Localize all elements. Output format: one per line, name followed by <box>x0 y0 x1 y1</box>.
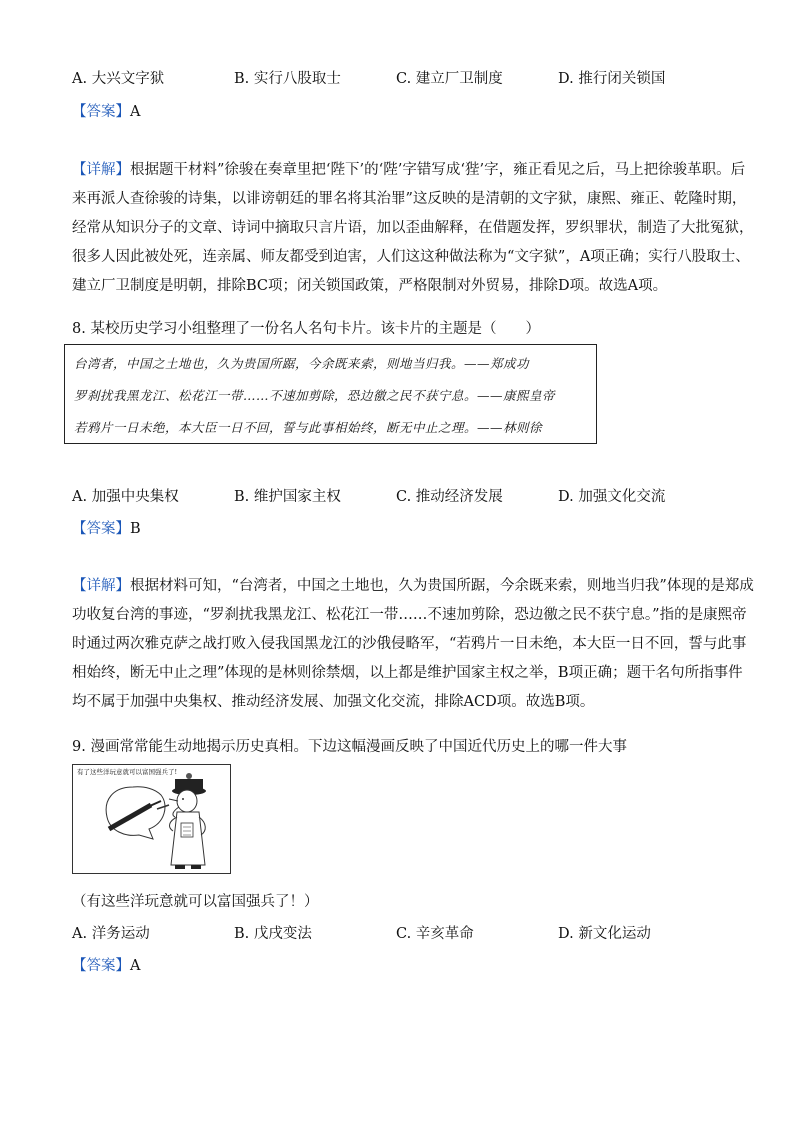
q9-option-a: A. 洋务运动 <box>72 926 150 942</box>
q9-caption: （有这些洋玩意就可以富国强兵了！） <box>72 894 319 910</box>
answer-tag: 【答案】 <box>72 104 130 120</box>
q8-stem: 8. 某校历史学习小组整理了一份名人名句卡片。该卡片的主题是（ ） <box>72 321 540 337</box>
detail-line: 相始终，断无中止之理”体现的是林则徐禁烟，以上都是维护国家主权之举，B项正确；题干名句所指事件 <box>72 665 743 681</box>
q8-option-c: C. 推动经济发展 <box>396 489 503 505</box>
detail-line: 【详解】根据材料可知，“台湾者，中国之土地也，久为贵国所踞，今余既来索，则地当归我”体现的是郑成 <box>72 578 754 594</box>
q9-answer <box>72 954 140 975</box>
q8-detail <box>72 572 754 717</box>
q8-option-d: D. 加强文化交流 <box>558 489 666 505</box>
detail-line: 很多人因此被处死，连亲属、师友都受到迫害，人们这这种做法称为“文字狱”，A项正确；实行八股取士、 <box>72 249 750 265</box>
quote-card <box>64 344 597 444</box>
card-quote-3: 若鸦片一日未绝，本大臣一日不回，誓与此事相始终，断无中止之理。——林则徐 <box>74 420 543 435</box>
answer-value: A <box>130 958 141 974</box>
cartoon-speech-text: 有了这些洋玩意就可以富国强兵了! <box>77 768 178 776</box>
q7-option-c: C. 建立厂卫制度 <box>396 71 503 87</box>
detail-line: 功收复台湾的事迹，“罗刹扰我黑龙江、松花江一带……不速加剪除，恐边徼之民不获宁息。”指的是康熙帝 <box>72 607 747 623</box>
answer-tag: 【答案】 <box>72 521 130 537</box>
detail-line: 建立厂卫制度是明朝，排除BC项；闭关锁国政策，严格限制对外贸易，排除D项。故选A项。 <box>72 278 668 294</box>
q7-detail <box>72 156 754 301</box>
q7-answer <box>72 100 140 121</box>
answer-value: A <box>130 104 141 120</box>
detail-line: 时通过两次雅克萨之战打败入侵我国黑龙江的沙俄侵略军，“若鸦片一日未绝，本大臣一日不回，誓与此事 <box>72 636 747 652</box>
q9-stem: 9. 漫画常常能生动地揭示历史真相。下边这幅漫画反映了中国近代历史上的哪一件大事 <box>72 739 627 755</box>
card-quote-2: 罗刹扰我黑龙江、松花江一带……不速加剪除，恐边徼之民不获宁息。——康熙皇帝 <box>74 388 556 403</box>
q8-option-a: A. 加强中央集权 <box>72 489 179 505</box>
card-quote-1: 台湾者，中国之土地也，久为贵国所踞，今余既来索，则地当归我。——郑成功 <box>74 356 530 371</box>
detail-tag: 【详解】 <box>72 162 130 178</box>
detail-line: 来再派人查徐骏的诗集，以诽谤朝廷的罪名将其治罪”这反映的是清朝的文字狱，康熙、雍正、乾隆时期， <box>72 191 747 207</box>
q8-answer <box>72 517 141 538</box>
q7-option-a: A. 大兴文字狱 <box>72 71 165 87</box>
answer-tag: 【答案】 <box>72 958 130 974</box>
cartoon-drawing <box>73 765 230 873</box>
detail-line: 经常从知识分子的文章、诗词中摘取只言片语，加以歪曲解释，在借题发挥，罗织罪状，制造了大批冤狱， <box>72 220 754 236</box>
q9-option-c: C. 辛亥革命 <box>396 926 474 942</box>
detail-tag: 【详解】 <box>72 578 130 594</box>
q8-option-b: B. 维护国家主权 <box>234 489 341 505</box>
q7-option-d: D. 推行闭关锁国 <box>558 71 666 87</box>
q7-option-b: B. 实行八股取士 <box>234 71 341 87</box>
detail-line: 均不属于加强中央集权、推动经济发展、加强文化交流，排除ACD项。故选B项。 <box>72 694 595 710</box>
answer-value: B <box>130 521 141 537</box>
cartoon-image <box>72 764 231 874</box>
detail-line: 【详解】根据题干材料”徐骏在奏章里把‘陛下’的‘陛’字错写成‘狴’字，雍正看见之后，马上把徐骏革职。后 <box>72 162 746 178</box>
q9-option-b: B. 戊戌变法 <box>234 926 312 942</box>
q9-option-d: D. 新文化运动 <box>558 926 651 942</box>
